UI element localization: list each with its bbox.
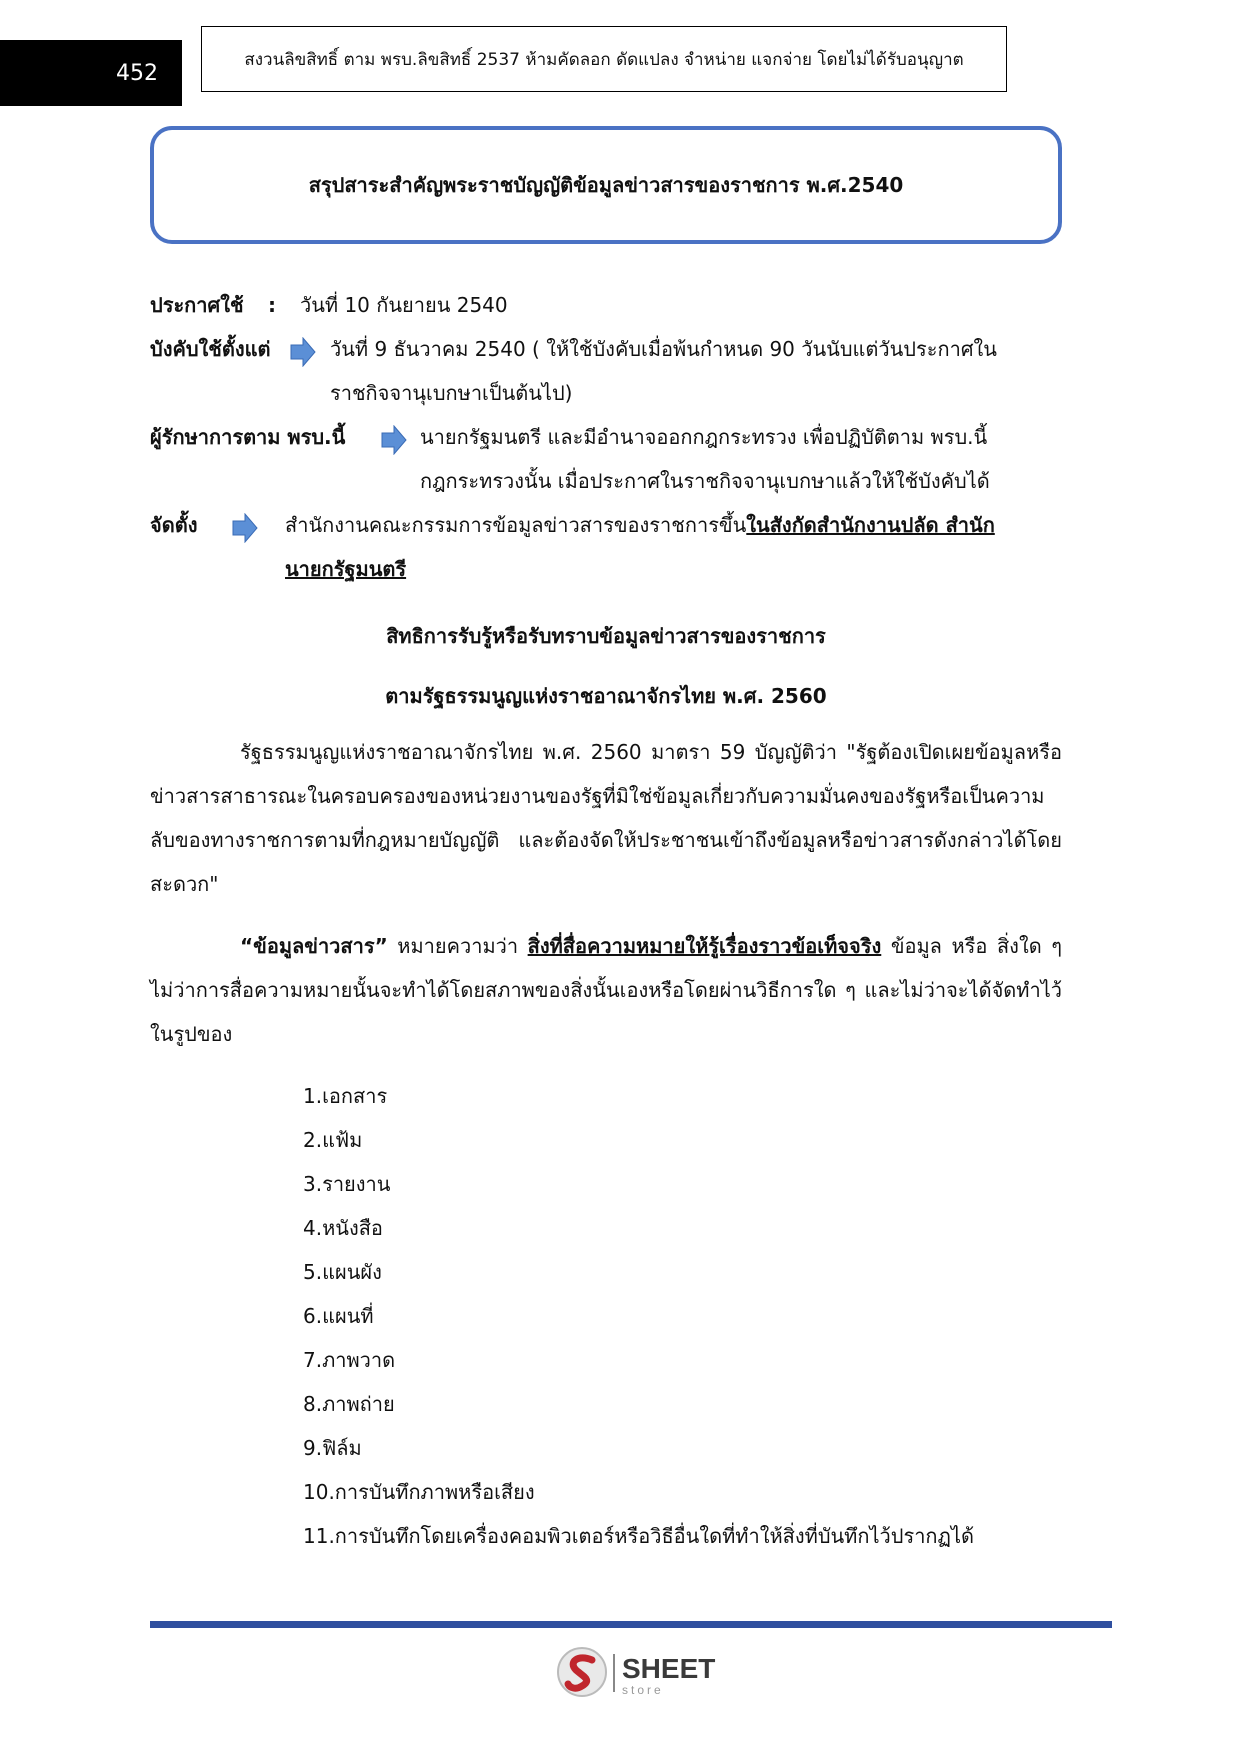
list-item: 7.ภาพวาด (303, 1348, 396, 1372)
page-number: 452 (0, 40, 182, 106)
document-title-box (150, 126, 1062, 244)
section-heading-line-2: ตามรัฐธรรมนูญแห่งราชอาณาจักรไทย พ.ศ. 2560 (385, 684, 827, 708)
logo-sub: store (622, 1683, 664, 1697)
announced-colon: : (268, 293, 276, 317)
list-item: 9.ฟิล์ม (303, 1436, 362, 1460)
definition-means: หมายความว่า (387, 934, 528, 958)
announced-label: ประกาศใช้ (150, 293, 244, 317)
section-heading-line-1: สิทธิการรับรู้หรือรับทราบข้อมูลข่าวสารของราชการ (386, 624, 826, 648)
list-item: 8.ภาพถ่าย (303, 1392, 395, 1416)
definition-paragraph (150, 924, 1062, 1056)
definition-underlined: สิ่งที่สื่อความหมายให้รู้เรื่องราวข้อเท็จจริง (527, 934, 882, 958)
custodian-line-1: นายกรัฐมนตรี และมีอำนาจออกกฎกระทรวง เพื่อปฏิบัติตาม พรบ.นี้ (420, 425, 988, 449)
custodian-line-2: กฎกระทรวงนั้น เมื่อประกาศในราชกิจจานุเบกษาแล้วให้ใช้บังคับได้ (420, 469, 990, 493)
established-underlined-2: นายกรัฐมนตรี (285, 557, 407, 581)
right-arrow-icon (232, 513, 258, 543)
right-arrow-icon (381, 425, 407, 455)
constitution-paragraph: รัฐธรรมนูญแห่งราชอาณาจักรไทย พ.ศ. 2560 มาตรา 59 บัญญัติว่า "รัฐต้องเปิดเผยข้อมูลหรือข่าวสารสาธารณะในครอบครองของหน่วยงานของรัฐที่มิใช่ข้อมูลเกี่ยวกับความมั่นคงของรัฐหรือเป็นความลับของทางราชการตามที่กฎหมายบัญญัติ และต้องจัดให้ประชาชนเข้าถึงข้อมูลหรือข่าวสารดังกล่าวได้โดยสะดวก" (150, 740, 1062, 896)
list-item: 1.เอกสาร (303, 1084, 388, 1108)
effective-line-2: ราชกิจจานุเบกษาเป็นต้นไป) (330, 381, 573, 405)
established-underlined-1: ในสังกัดสำนักงานปลัด สำนัก (746, 513, 995, 537)
sheet-store-logo (556, 1644, 726, 1700)
list-item: 6.แผนที่ (303, 1304, 374, 1328)
list-item: 11.การบันทึกโดยเครื่องคอมพิวเตอร์หรือวิธีอื่นใดที่ทำให้สิ่งที่บันทึกไว้ปรากฏได้ (303, 1524, 975, 1548)
announced-value: วันที่ 10 กันยายน 2540 (300, 293, 508, 317)
effective-label: บังคับใช้ตั้งแต่ (150, 337, 271, 361)
established-line-1 (285, 503, 1065, 547)
established-label: จัดตั้ง (150, 513, 198, 537)
definition-term: “ข้อมูลข่าวสาร” (240, 934, 388, 958)
definition-rest: ข้อมูล หรือ สิ่งใด ๆ ไม่ว่าการสื่อความหมายนั้นจะทำได้โดยสภาพของสิ่งนั้นเองหรือโดยผ่านวิธีการใด ๆ และไม่ว่าจะได้จัดทำไว้ในรูปของ (150, 934, 1062, 1046)
custodian-label: ผู้รักษาการตาม พรบ.นี้ (150, 425, 346, 449)
list-item: 10.การบันทึกภาพหรือเสียง (303, 1480, 535, 1504)
right-arrow-icon (290, 337, 316, 367)
document-title: สรุปสาระสำคัญพระราชบัญญัติข้อมูลข่าวสารของราชการ พ.ศ.2540 (308, 173, 904, 197)
established-text: สำนักงานคณะกรรมการข้อมูลข่าวสารของราชการขึ้น (285, 513, 747, 537)
list-item: 4.หนังสือ (303, 1216, 383, 1240)
copyright-notice: สงวนลิขสิทธิ์ ตาม พรบ.ลิขสิทธิ์ 2537 ห้ามคัดลอก ดัดแปลง จำหน่าย แจกจ่าย โดยไม่ได้รับอนุญาต (201, 26, 1007, 92)
footer-divider (150, 1621, 1112, 1628)
logo-word: SHEET (622, 1653, 716, 1684)
effective-line-1: วันที่ 9 ธันวาคม 2540 ( ให้ใช้บังคับเมื่อพ้นกำหนด 90 วันนับแต่วันประกาศใน (330, 337, 997, 361)
list-item: 2.แฟ้ม (303, 1128, 363, 1152)
list-item: 3.รายงาน (303, 1172, 391, 1196)
list-item: 5.แผนผัง (303, 1260, 382, 1284)
